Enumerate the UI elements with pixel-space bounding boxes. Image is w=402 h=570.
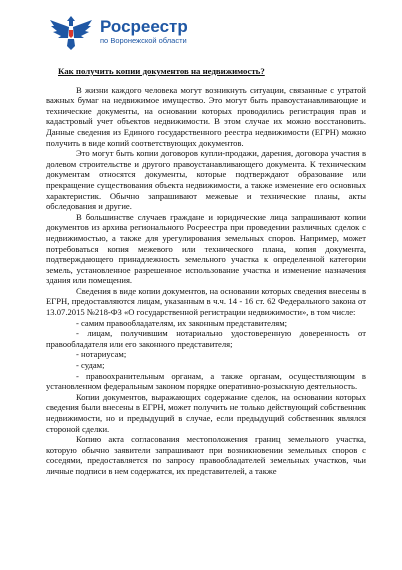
list-item: - нотариусам; bbox=[76, 349, 127, 360]
header bbox=[48, 8, 288, 56]
list-item: - правоохранительным органам, а также органам, осуществляющим в установленном федеральным законом порядке оперативно-розыскную деятельность. bbox=[46, 370, 366, 392]
list-item: - судам; bbox=[76, 360, 105, 371]
article-title: Как получить копии документов на недвижимость? bbox=[58, 66, 265, 76]
article-paragraph: Копию акта согласования местоположения границ земельного участка, которую обычно заявители запрашивают при возникновении земельных споров с соседями, предоставляется по запросу правообладателей земельных участков, чьи личные подписи в нем содержатся, их представителей, а также bbox=[46, 434, 366, 476]
brand-subtitle: по Воронежской области bbox=[100, 36, 187, 45]
list-item: - лицам, получившим нотариально удостоверенную доверенность от правообладателя или его законного представителя; bbox=[46, 328, 366, 349]
article-paragraph: Сведения в виде копии документов, на основании которых сведения внесены в ЕГРН, предоставляются лицам, указанным в ч.ч. 14 - 16 ст. 62 Федерального закона от 13.07.2015 №218-ФЗ «О государственной регистрации недвижимости», в том числе: bbox=[46, 285, 366, 318]
article-paragraph: Это могут быть копии договоров купли-продажи, дарения, договора участия в долевом строительстве и другого правоустанавливающего документа. К техническим документам относятся документы, которые подтверждают образование или прекращение существования объекта недвижимости, а также изменение его основных характеристик. Обычно запрашивают межевые и технические планы, акты обследования и другие. bbox=[46, 148, 366, 212]
article-paragraph: Копии документов, выражающих содержание сделок, на основании которых сведения были внесены в ЕГРН, может получить не только действующий собственник недвижимости, но и предыдущий в случае, если предыдущий собственник являлся стороной сделки. bbox=[46, 391, 366, 434]
article-paragraph: В большинстве случаев граждане и юридические лица запрашивают копии документов из архива регионального Росреестра при проведении различных сделок с недвижимостью, а также для урегулирования земельных споров. Например, может потребоваться копия межевого или технического плана, копия документа, подтверждающего принадлежность земельного участка к определенной категории земель, установленное разрешенное использование участка и изменение назначения здания или помещения. bbox=[46, 211, 366, 286]
rosreestr-eagle-logo-icon bbox=[48, 12, 94, 52]
list-item: - самим правообладателям, их законным представителям; bbox=[76, 317, 288, 328]
brand-name: Росреестр bbox=[100, 17, 188, 36]
article-paragraph: В жизни каждого человека могут возникнуть ситуации, связанные с утратой важных бумаг на недвижимое имущество. Это могут быть правоустанавливающие и технические документы, на основании которых проводились регистрация прав и кадастровый учет объектов недвижимости. В этом случае их можно восстановить. Данные сведения из Единого государственного реестра недвижимости (ЕГРН) можно получить в виде копий соответствующих документов. bbox=[46, 84, 366, 148]
article bbox=[46, 66, 366, 477]
